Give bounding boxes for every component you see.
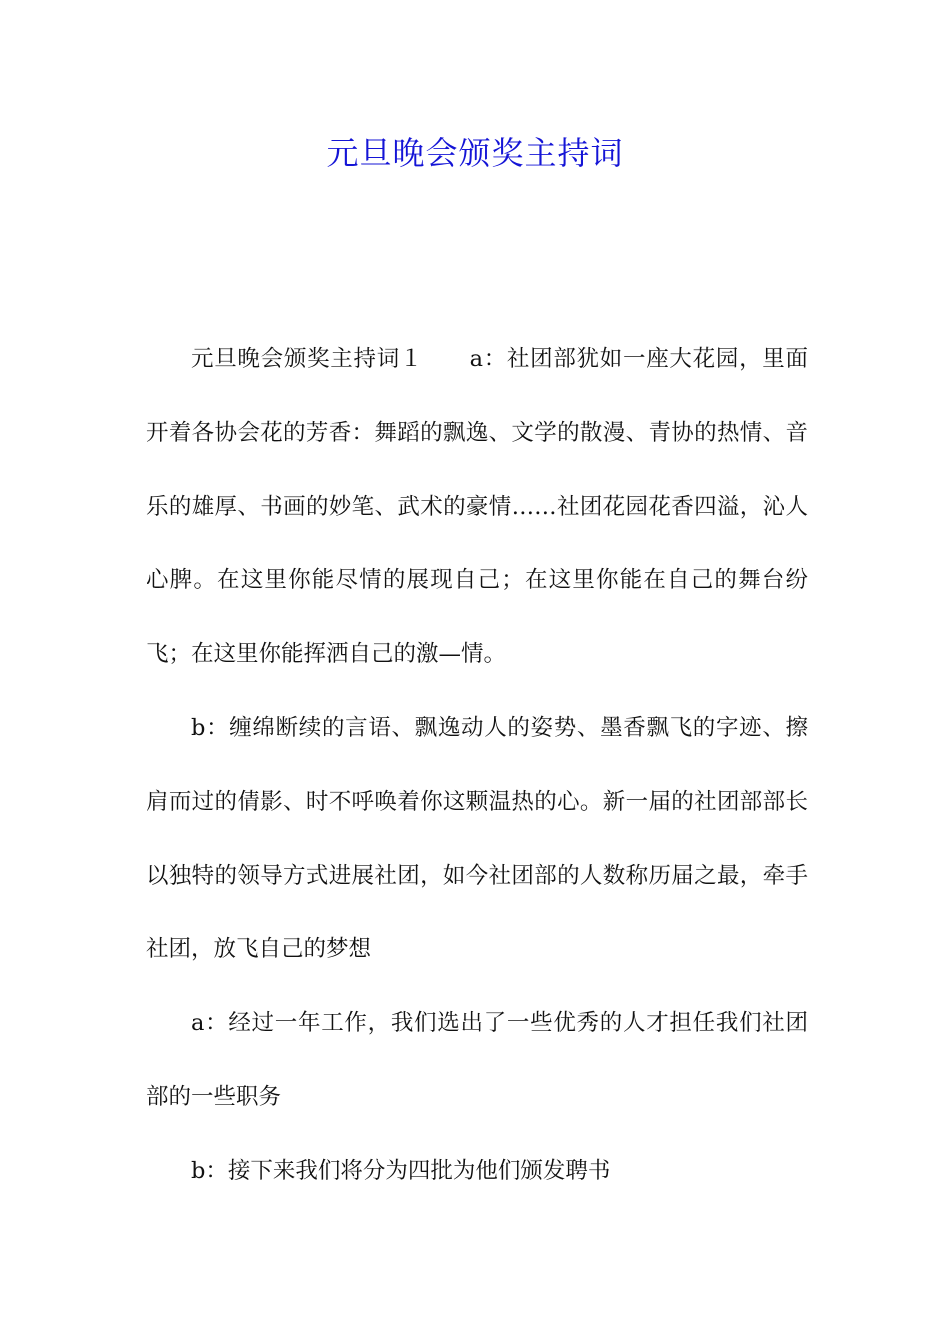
document-body: [146, 323, 808, 1209]
paragraph-a-speech: a：经过一年工作，我们选出了一些优秀的人才担任我们社团部的一些职务: [146, 1010, 808, 1110]
paragraph-b-closing: b：接下来我们将分为四批为他们颁发聘书: [191, 1157, 611, 1184]
paragraph-b-speech: b：缠绵断续的言语、飘逸动人的姿势、墨香飘飞的字迹、擦肩而过的倩影、时不呼唤着你这颗温热的心。新一届的社团部部长以独特的领导方式进展社团，如今社团部的人数称历届之最，牵手社团，放飞自己的梦想: [146, 714, 808, 963]
paragraph-intro: 元旦晚会颁奖主持词１ a：社团部犹如一座大花园，里面开着各协会花的芳香：舞蹈的飘逸、文学的散漫、青协的热情、音乐的雄厚、书画的妙笔、武术的豪情……社团花园花香四溢，沁人心脾。在这里你能尽情的展现自己；在这里你能在自己的舞台纷飞；在这里你能挥洒自己的激—情。: [146, 346, 808, 668]
document-title: 元旦晚会颁奖主持词: [326, 134, 624, 172]
